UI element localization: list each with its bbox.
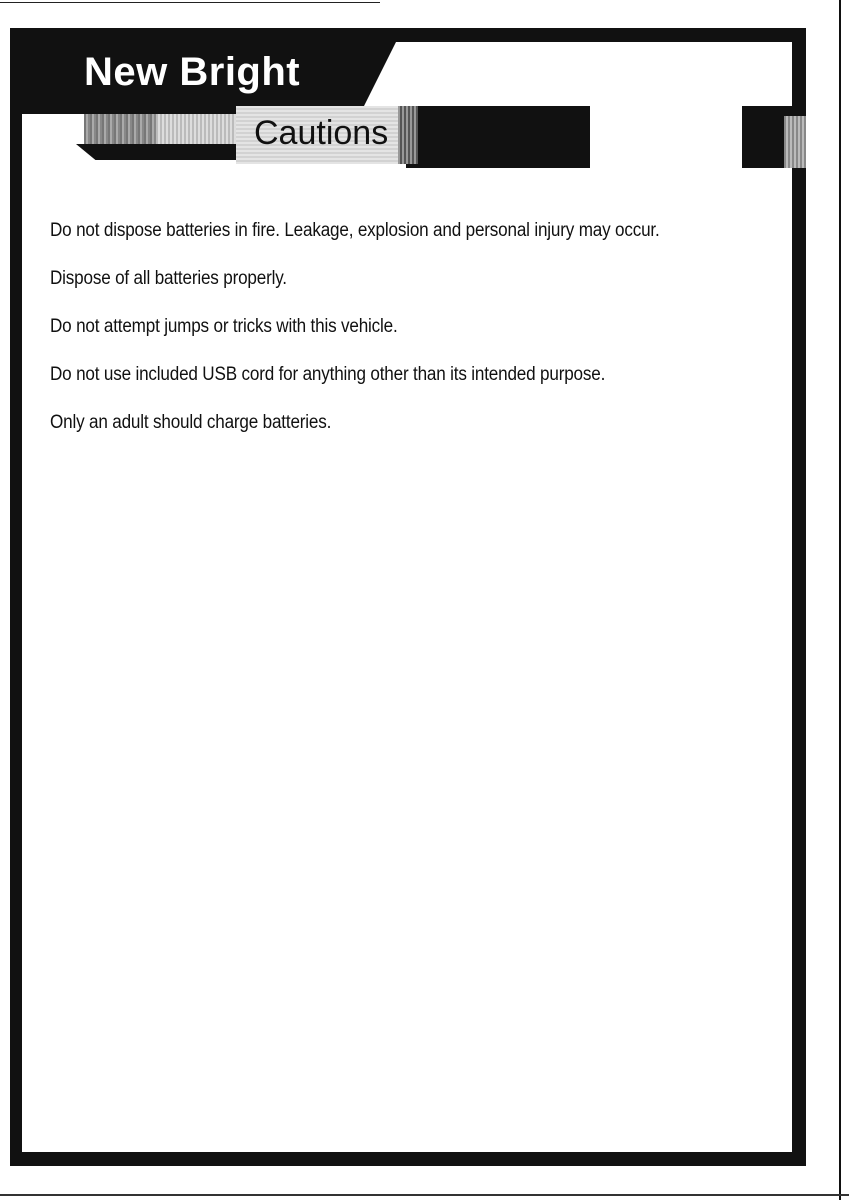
corner-gray-texture xyxy=(784,116,806,168)
section-header-band xyxy=(66,106,566,180)
scan-artifact-bottom xyxy=(0,1194,849,1196)
scan-artifact-top xyxy=(0,2,380,3)
caution-item: Dispose of all batteries properly. xyxy=(50,268,287,289)
band-black-block xyxy=(406,106,590,168)
brand-title: New Bright xyxy=(84,50,301,94)
page-frame xyxy=(10,28,806,1166)
cautions-list xyxy=(50,218,800,458)
caution-item: Do not attempt jumps or tricks with this vehicle. xyxy=(50,316,398,337)
section-title: Cautions xyxy=(254,114,389,152)
band-dark-slant xyxy=(76,144,238,160)
caution-item: Do not dispose batteries in fire. Leakage, explosion and personal injury may occur. xyxy=(50,220,660,241)
brand-banner-wedge xyxy=(360,42,396,114)
caution-item: Only an adult should charge batteries. xyxy=(50,412,332,433)
caution-item: Do not use included USB cord for anything other than its intended purpose. xyxy=(50,364,606,385)
band-seam-texture xyxy=(398,106,418,164)
band-light-texture xyxy=(156,114,236,144)
brand-banner xyxy=(22,42,362,114)
scan-artifact-right-edge xyxy=(839,0,849,1200)
